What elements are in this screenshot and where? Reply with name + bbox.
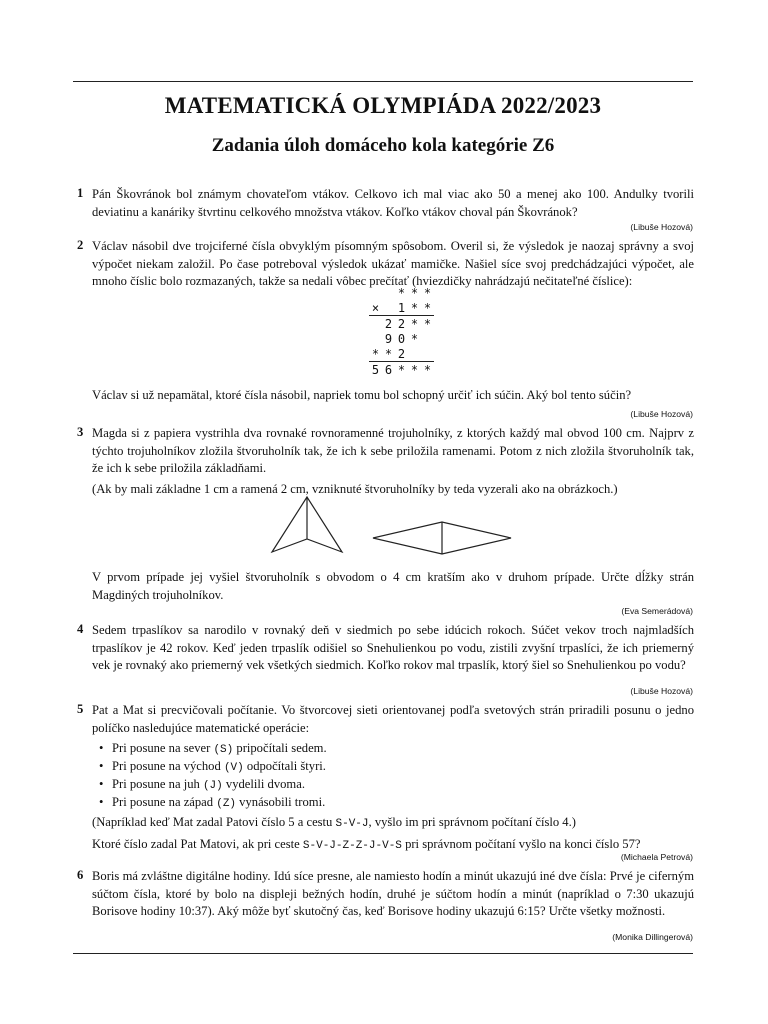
bullet-icon: • bbox=[99, 777, 104, 791]
problem-number: 3 bbox=[77, 425, 84, 439]
problem-question: Václav si už nepamätal, ktoré čísla násobil, napriek tomu bol schopný určiť ich súčin. Aký bol tento súčin? bbox=[92, 388, 632, 402]
problem-3-text bbox=[92, 425, 694, 498]
bullet-icon: • bbox=[99, 795, 104, 809]
operations-list bbox=[92, 740, 694, 812]
table-cell: 2 bbox=[382, 316, 395, 332]
problem-number: 5 bbox=[77, 702, 84, 716]
table-cell bbox=[356, 331, 369, 346]
table-row bbox=[356, 331, 434, 346]
table-cell bbox=[356, 316, 369, 332]
table-cell: 9 bbox=[384, 331, 393, 346]
problem-example: (Napríklad keď Mat zadal Patovi číslo 5 a cestu S-V-J, vyšlo im pri správnom počítaní číslo 4.) bbox=[92, 815, 576, 830]
problem-text: Pat a Mat si precvičovali počítanie. Vo štvorcovej sieti orientovanej podľa svetových strán priradili posunu o jedno políčko nasledujúce matematické operácie: bbox=[92, 703, 694, 735]
table-cell bbox=[356, 362, 369, 378]
problem-author: (Libuše Hozová) bbox=[630, 409, 693, 419]
table-cell bbox=[369, 331, 382, 346]
problem-text: Václav násobil dve trojciferné čísla obvyklým písomným spôsobom. Overil si, že výsledok je naozaj správny a svoj výpočet niekam založil. Po čase potreboval výsledok ukázať mamičke. Našiel síce svoj predchádzajúci výpočet, ale mnoho číslic bolo rozmazaných, takže sa nedali vôbec prečítať (hviezdičky nahrádzajú nečitateľné číslice): bbox=[92, 239, 694, 288]
table-cell bbox=[408, 346, 421, 362]
problem-number: 6 bbox=[77, 868, 84, 882]
table-cell: 6 bbox=[382, 362, 395, 378]
page-subtitle: Zadania úloh domáceho kola kategórie Z6 bbox=[211, 135, 555, 156]
table-cell: 2 bbox=[395, 316, 408, 332]
quadrilateral-figures bbox=[265, 492, 525, 572]
problem-author: (Libuše Hozová) bbox=[630, 222, 693, 232]
table-cell: * bbox=[423, 300, 432, 315]
table-row bbox=[356, 300, 434, 316]
problem-number: 4 bbox=[77, 622, 84, 636]
problem-2-question bbox=[92, 387, 694, 405]
problem-author: (Monika Dillingerová) bbox=[612, 932, 693, 942]
table-row bbox=[356, 285, 434, 300]
problem-text: Pán Škovránok bol známym chovateľom vtákov. Celkovo ich mal viac ako 50 a menej ako 100. Andulky tvorili deviatinu a kanáriky štvrtinu celkového množstva vtákov. Koľko vtákov choval pán Škovránok? bbox=[92, 187, 694, 219]
table-cell: * bbox=[395, 362, 408, 378]
table-cell: * bbox=[397, 285, 406, 300]
table-cell: * bbox=[421, 316, 434, 332]
table-cell bbox=[421, 346, 434, 362]
table-cell: 2 bbox=[397, 346, 406, 361]
list-item: • Pri posune na východ (V) odpočítali štyri. bbox=[99, 759, 326, 774]
problem-4-text bbox=[92, 622, 694, 675]
table-cell: * bbox=[421, 362, 434, 378]
table-cell: * bbox=[384, 346, 393, 361]
table-cell bbox=[421, 331, 434, 346]
bottom-rule bbox=[73, 953, 693, 954]
bullet-icon: • bbox=[99, 759, 104, 773]
table-cell bbox=[356, 300, 369, 316]
table-cell bbox=[356, 346, 369, 362]
table-cell: 5 bbox=[369, 362, 382, 378]
problem-text: Magda si z papiera vystrihla dva rovnaké rovnoramenné trojuholníky, z ktorých každý mal obvod 100 cm. Najprv z týchto trojuholníkov zložila štvoruholník tak, že ich k sebe priložila ramenami. Potom z nich zložila štvoruholník tak, že ich k sebe priložila základňami. bbox=[92, 426, 694, 475]
table-cell: * bbox=[423, 285, 432, 300]
table-cell: × bbox=[371, 300, 380, 315]
problem-author: (Libuše Hozová) bbox=[630, 686, 693, 696]
table-cell bbox=[356, 285, 369, 300]
table-cell bbox=[382, 285, 395, 300]
table-cell bbox=[369, 285, 382, 300]
list-item: • Pri posune na sever (S) pripočítali sedem. bbox=[99, 741, 327, 756]
problem-1-text bbox=[92, 186, 694, 221]
table-cell: * bbox=[410, 285, 419, 300]
table-cell bbox=[369, 316, 382, 332]
table-cell: 1 bbox=[397, 300, 406, 315]
table-cell: * bbox=[408, 316, 421, 332]
bullet-icon: • bbox=[99, 741, 104, 755]
problem-number: 2 bbox=[77, 238, 84, 252]
multiplication-table bbox=[356, 285, 434, 377]
problem-6-text bbox=[92, 868, 694, 921]
table-row bbox=[356, 346, 434, 362]
table-row bbox=[356, 316, 434, 332]
problem-text: Boris má zvláštne digitálne hodiny. Idú síce presne, ale namiesto hodín a minút ukazujú iné dve čísla: Prvé je ciferným súčtom čísla, ktoré by bolo na displeji bežných hodín, druhé je súčtom hodín a minút (napríklad o 7:30 ukazujú Borisove hodiny 10:37). Aký môže byť skutočný čas, keď Borisove hodiny ukazujú 6:15? Určte všetky možnosti. bbox=[92, 869, 694, 918]
list-item: • Pri posune na západ (Z) vynásobili tromi. bbox=[99, 795, 326, 810]
problem-author: (Eva Semerádová) bbox=[621, 606, 693, 616]
problem-number: 1 bbox=[77, 186, 84, 200]
table-cell: * bbox=[410, 300, 419, 315]
problem-2-text bbox=[92, 238, 694, 291]
problem-question: V prvom prípade jej vyšiel štvoruholník s obvodom o 4 cm kratším ako v druhom prípade. Určte dĺžky strán Magdiných trojuholníkov. bbox=[92, 570, 694, 602]
top-rule bbox=[73, 81, 693, 82]
table-cell: * bbox=[408, 362, 421, 378]
problem-5-text bbox=[92, 702, 694, 855]
problem-note: (Ak by mali základne 1 cm a ramená 2 cm, vzniknuté štvoruholníky by teda vyzerali ako na obrázkoch.) bbox=[92, 481, 618, 496]
list-item: • Pri posune na juh (J) vydelili dvoma. bbox=[99, 777, 305, 792]
page-title: MATEMATICKÁ OLYMPIÁDA 2022/2023 bbox=[164, 93, 602, 118]
problem-3-question bbox=[92, 569, 694, 604]
problem-text: Sedem trpaslíkov sa narodilo v rovnaký deň v siedmich po sebe idúcich rokoch. Súčet vekov troch najmladších trpaslíkov je 42 rokov. Keď jeden trpaslík odišiel so Snehulienkou po vodu, zistili zvyšní trpaslíci, že ich priemerný vek je rovnaký ako priemerný vek všetkých siedmich. Koľko rokov mal trpaslík, ktorý šiel so Snehulienkou po vodu? bbox=[92, 623, 694, 672]
problem-author: (Michaela Petrová) bbox=[620, 852, 693, 862]
table-cell: 0 bbox=[397, 331, 406, 346]
table-cell: * bbox=[410, 331, 419, 346]
table-cell: * bbox=[371, 346, 380, 361]
table-row bbox=[356, 362, 434, 378]
table-cell bbox=[382, 300, 395, 316]
problem-question: Ktoré číslo zadal Pat Matovi, ak pri ceste S-V-J-Z-Z-J-V-S pri správnom počítaní vyšlo na konci číslo 57? bbox=[92, 836, 641, 852]
